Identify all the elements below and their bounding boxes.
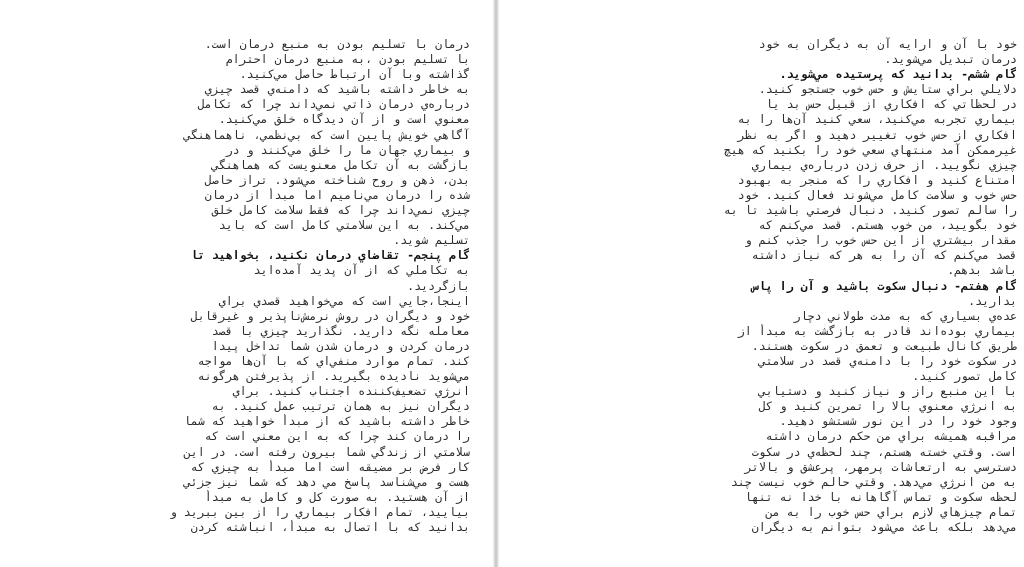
text-line: را سالم تصور كنيد. دنبال فرصتي باشيد تا به [723,203,1017,218]
text-line: معنوي است و از آن ديدگاه خلق مي‌كنيد. [218,112,470,127]
text-line: خود و ديگران در روش نرمش‌ناپذير و غيرقابل [190,308,470,323]
text-line: بازگشت به آن تكامل معنويست كه هماهنگي [211,157,470,172]
text-line: بيماري بوده‌اند قادر به بازگشت به مبدأ از [737,323,1017,338]
text-line: و بيماري جهان ما را خلق مي‌كنند و در [225,142,470,157]
text-line: را درمان كند چرا كه به اين معني است كه [204,429,470,444]
text-line: در لحظاتي كه افكاري از قبيل حس بد يا [765,97,1017,112]
text-line: قصد مي‌كنم كه آن را به هر كه نياز داشته [751,248,1017,263]
left-page [0,0,493,567]
text-line: مي‌شويد ناديده بگيريد. از پذيرفتن هرگونه [197,369,470,384]
text-line: بداريد. [968,293,1017,308]
text-line: تمام چيزهاي لازم براي حس خوب را به من [765,504,1017,519]
text-line: حس خوب و سلامت كامل مي‌شوند فعال كنيد. خود [737,187,1017,202]
text-line: آگاهي خويش پايين است كه بي‌نظمي، ناهماهنگي [183,127,470,142]
text-line: سلامتي از زندگي شما بيرون رفته است. در اين [183,444,470,459]
text-line: به من انرژي مي‌دهد. وقتي حالم خوب نيست چند [730,474,1017,489]
text-line: هست و مي‌شناسد پاسخ مي دهد كه شما نيز جزئي [183,474,470,489]
text-line: كامل تصور كنيد. [912,369,1017,384]
text-line: خاطر داشته باشيد كه از مبدأ خواهيد كه شما [183,414,470,429]
text-line: مي‌كند. به اين سلامتي كامل است كه بايد [218,218,470,233]
text-line: طريق كانال طبيعت و تعمق در سكوت هستند. [751,338,1017,353]
text-line: وجود خود را در اين نور شستشو دهيد. [779,414,1017,429]
text-line: درمان با تسليم بودن به منبع درمان است. [204,37,470,51]
text-line: به انرژي معنوي بالا را تمرين كنيد و كل [758,399,1017,414]
text-line: ديگران نيز به همان ترتيب عمل كنيد. به [211,399,470,414]
text-line: باشد بدهم. [947,263,1017,278]
text-line: بازگرديد. [407,278,470,293]
text-line: تسليم شويد. [393,233,470,248]
text-line: بيماري تجربه مي‌كنيد، سعي كنيد آن‌ها را به [737,112,1017,127]
text-line: مي‌دهد بلكه باعث مي‌شود بتوانم به ديگران [751,520,1017,534]
text-line: كند. تمام موارد منفي‌اي كه با آن‌ها مواجه [197,353,470,368]
right-page-text [619,37,1017,535]
text-line: بدانيد كه با اتصال به مبدأ، انباشته كردن [190,520,470,534]
section-heading-line: گام هفتم- دنبال سكوت باشيد و آن را پاس [751,278,1017,293]
section-heading-line: گام پنجم- تقاضاي درمان نكنيد، بخواهيد تا [190,248,470,263]
text-line: با تسليم بودن ،به منبع درمان احترام [225,52,470,67]
text-line: دلايلي براي ستايش و حس خوب جستجو كنيد. [758,82,1017,97]
text-line: به خاطر داشته باشيد كه دامنه‌ي قصد چيزي [204,82,470,97]
right-page [499,0,1024,567]
text-line: خود با آن و ارايه آن به ديگران به خود [758,37,1017,51]
text-line: در سكوت خود را با دامنه‌ي قصد در سلامتي [758,353,1017,368]
left-page-text [52,37,470,535]
text-line: مقدار بيشتري از اين حس خوب را جذب كنم و [744,233,1017,248]
text-line: از آن هستيد. به صورت كل و كامل به مبدأ [204,489,470,504]
text-line: بياييد، تمام افكار بيماري را از بين ببريد و [169,504,470,519]
text-line: كار فرض بر مضيقه است اما مبدأ به چيزي كه [190,459,470,474]
text-line: غيرممكن آمد منتهاي سعي خود را بكنيد كه هيچ [723,142,1017,157]
text-line: شده را درمان مي‌ناميم اما مبدأ از درمان [204,187,470,202]
text-line: با اين منبع راز و نياز كنيد و دستيابي [758,384,1017,399]
text-line: گذاشته وبا آن ارتباط حاصل مي‌كنيد. [239,67,470,82]
text-line: به تكاملي كه از آن پديد آمده‌ايد [253,263,470,278]
text-line: بدن، ذهن و روح شناخته مي‌شود. تراز حاصل [204,172,470,187]
text-line: عده‌ي بسياري كه به مدت طولاني دچار [793,308,1017,323]
text-line: انرژي تضعيف‌كننده اجتناب كنيد. براي [232,384,470,399]
text-line: معامله نگه داريد. نگذاريد چيزي با قصد [211,323,470,338]
text-line: اينجا،جايي است كه مي‌خواهيد قصدي براي [218,293,470,308]
text-line: درمان تبديل مي‌شويد. [884,52,1017,67]
section-heading-line: گام ششم- بدانيد كه پرستيده مي‌شويد. [779,67,1017,82]
text-line: خود بگوييد، من خوب هستم. قصد مي‌كنم كه [758,218,1017,233]
text-line: چيزي نمي‌داند چرا كه فقط سلامت كامل خلق [211,203,470,218]
text-line: درباره‌ي درمان ذاتي نمي‌داند چرا كه تكامل [197,97,470,112]
text-line: امتناع كنيد و افكاري را كه منجر به بهبود [737,172,1017,187]
text-line: درمان كردن و درمان شدن شما تداخل پيدا [211,338,470,353]
text-line: دسترسي به ارتعاشات پرمهر، پرعشق و بالاتر [744,459,1017,474]
text-line: مراقبه هميشه براي من حكم درمان داشته [765,429,1017,444]
text-line: است. وقتي خسته هستم، چند لحظه‌ي در سكوت [751,444,1017,459]
text-line: لحظه سكوت و تماس آگاهانه با خدا نه تنها [744,489,1017,504]
text-line: افكاري از حس خوب تغيير دهيد و اگر به نظر [737,127,1017,142]
text-line: چيزي نگوييد. از حرف زدن درباره‌ي بيماري [751,157,1017,172]
